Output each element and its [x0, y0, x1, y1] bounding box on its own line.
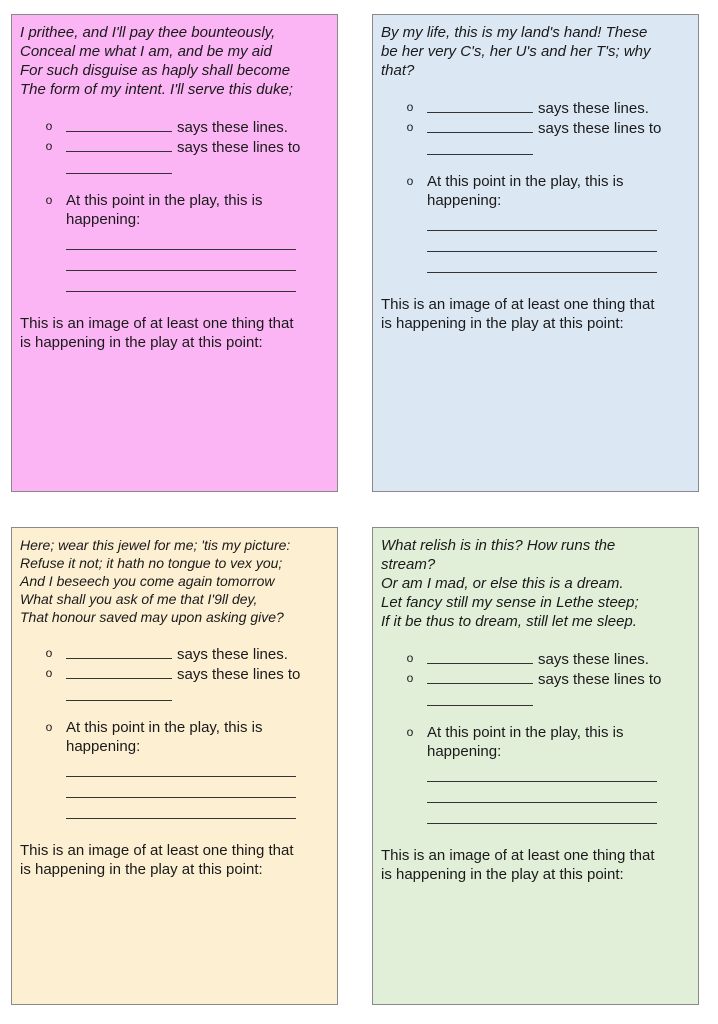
says-lines-to-text: says these lines to: [177, 139, 301, 156]
quote-line: Conceal me what I am, and be my aid: [20, 43, 272, 60]
image-prompt-line: This is an image of at least one thing that: [20, 315, 294, 332]
quote: [20, 536, 329, 626]
answer-line[interactable]: [66, 271, 296, 292]
quote-line: I prithee, and I'll pay thee bounteously,: [20, 24, 276, 41]
answer-line[interactable]: [66, 229, 296, 250]
bullet-icon: o: [406, 671, 414, 685]
happening-text: happening:: [427, 743, 502, 760]
says-lines-to-text: says these lines to: [538, 671, 662, 688]
listener-question: [381, 118, 690, 155]
image-prompt-line: is happening in the play at this point:: [381, 315, 624, 332]
speaker-blank[interactable]: [66, 137, 172, 152]
answer-line[interactable]: [427, 803, 657, 824]
speaker-question: [20, 644, 329, 664]
quote-line: What relish is in this? How runs the: [381, 537, 616, 554]
question-list: [20, 117, 329, 292]
worksheet-card-1: [11, 14, 338, 492]
bullet-icon: o: [45, 666, 53, 680]
quote-line: be her very C's, her U's and her T's; why: [381, 43, 651, 60]
says-lines-text: says these lines.: [177, 646, 288, 663]
quote-line: That honour saved may upon asking give?: [20, 609, 284, 625]
happening-question: [381, 723, 690, 824]
image-prompt: [381, 295, 690, 333]
listener-blank[interactable]: [427, 138, 533, 155]
bullet-icon: o: [45, 119, 53, 133]
quote-line: that?: [381, 62, 415, 79]
speaker-blank[interactable]: [427, 669, 533, 684]
bullet-icon: o: [406, 725, 414, 739]
bullet-icon: o: [406, 651, 414, 665]
speaker-blank[interactable]: [66, 664, 172, 679]
happening-text: happening:: [427, 192, 502, 209]
listener-blank[interactable]: [427, 689, 533, 706]
says-lines-to-text: says these lines to: [177, 666, 301, 683]
image-prompt-line: is happening in the play at this point:: [20, 334, 263, 351]
happening-text: At this point in the play, this is: [427, 724, 624, 741]
answer-line[interactable]: [427, 210, 657, 231]
answer-line[interactable]: [427, 761, 657, 782]
happening-text: At this point in the play, this is: [66, 192, 263, 209]
question-list: [381, 98, 690, 273]
happening-question: [20, 191, 329, 292]
quote-line: stream?: [381, 556, 436, 573]
listener-blank[interactable]: [66, 684, 172, 701]
quote-line: Let fancy still my sense in Lethe steep;: [381, 594, 639, 611]
listener-question: [20, 137, 329, 174]
bullet-icon: o: [406, 100, 414, 114]
image-prompt: [20, 314, 329, 352]
quote: [381, 536, 690, 631]
speaker-blank[interactable]: [427, 98, 533, 113]
says-lines-text: says these lines.: [538, 100, 649, 117]
happening-text: At this point in the play, this is: [66, 719, 263, 736]
bullet-icon: o: [45, 720, 53, 734]
image-prompt: [20, 841, 329, 879]
listener-blank[interactable]: [66, 157, 172, 174]
says-lines-text: says these lines.: [177, 119, 288, 136]
answer-line[interactable]: [427, 252, 657, 273]
worksheet-card-4: [372, 527, 699, 1005]
image-prompt: [381, 846, 690, 884]
quote: [20, 23, 329, 99]
happening-text: At this point in the play, this is: [427, 173, 624, 190]
says-lines-to-text: says these lines to: [538, 120, 662, 137]
speaker-blank[interactable]: [427, 118, 533, 133]
answer-line[interactable]: [427, 782, 657, 803]
speaker-blank[interactable]: [427, 649, 533, 664]
quote-line: Or am I mad, or else this is a dream.: [381, 575, 624, 592]
bullet-icon: o: [45, 193, 53, 207]
quote-line: What shall you ask of me that I'9ll dey,: [20, 591, 258, 607]
quote-line: Here; wear this jewel for me; 'tis my picture:: [20, 537, 291, 553]
answer-line[interactable]: [427, 231, 657, 252]
listener-question: [20, 664, 329, 701]
question-list: [20, 644, 329, 819]
bullet-icon: o: [406, 174, 414, 188]
quote: [381, 23, 690, 80]
image-prompt-line: This is an image of at least one thing that: [381, 847, 655, 864]
quote-line: For such disguise as haply shall become: [20, 62, 291, 79]
answer-line[interactable]: [66, 250, 296, 271]
bullet-icon: o: [406, 120, 414, 134]
answer-line[interactable]: [66, 756, 296, 777]
happening-text: happening:: [66, 738, 141, 755]
quote-line: If it be thus to dream, still let me sleep.: [381, 613, 637, 630]
worksheet-card-2: [372, 14, 699, 492]
quote-line: The form of my intent. I'll serve this duke;: [20, 81, 293, 98]
image-prompt-line: is happening in the play at this point:: [381, 866, 624, 883]
quote-line: Refuse it not; it hath no tongue to vex you;: [20, 555, 283, 571]
happening-question: [20, 718, 329, 819]
speaker-blank[interactable]: [66, 644, 172, 659]
image-prompt-line: is happening in the play at this point:: [20, 861, 263, 878]
says-lines-text: says these lines.: [538, 651, 649, 668]
speaker-question: [20, 117, 329, 137]
answer-line[interactable]: [66, 777, 296, 798]
image-prompt-line: This is an image of at least one thing that: [20, 842, 294, 859]
answer-line[interactable]: [66, 798, 296, 819]
worksheet-card-3: [11, 527, 338, 1005]
speaker-question: [381, 649, 690, 669]
happening-text: happening:: [66, 211, 141, 228]
image-prompt-line: This is an image of at least one thing that: [381, 296, 655, 313]
happening-question: [381, 172, 690, 273]
question-list: [381, 649, 690, 824]
speaker-question: [381, 98, 690, 118]
listener-question: [381, 669, 690, 706]
quote-line: And I beseech you come again tomorrow: [20, 573, 275, 589]
bullet-icon: o: [45, 646, 53, 660]
bullet-icon: o: [45, 139, 53, 153]
quote-line: By my life, this is my land's hand! These: [381, 24, 648, 41]
speaker-blank[interactable]: [66, 117, 172, 132]
